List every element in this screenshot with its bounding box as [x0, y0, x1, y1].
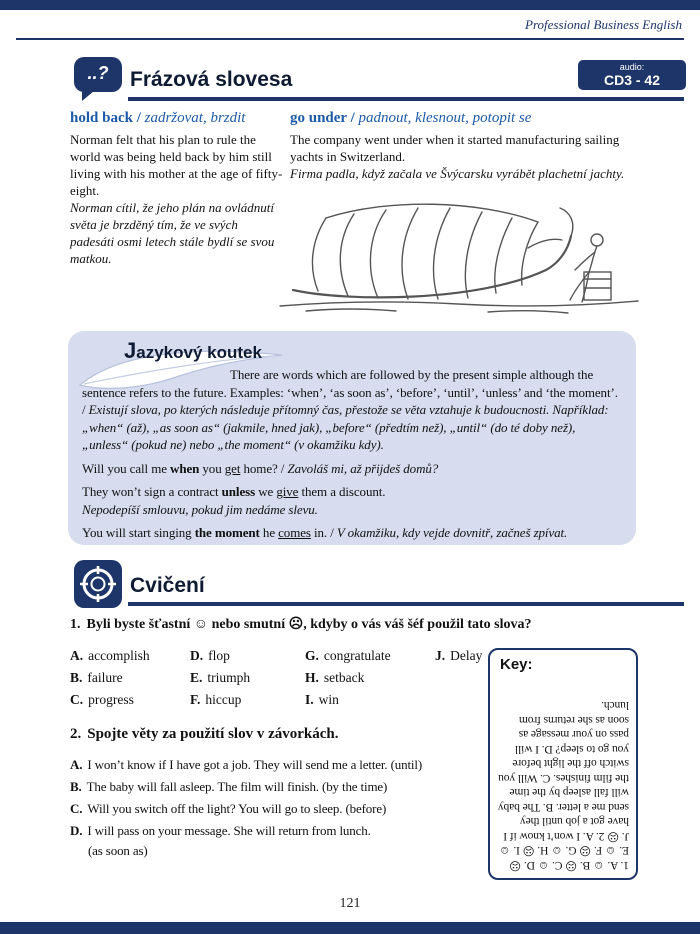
exercise2-item: [70, 798, 490, 820]
item-letter: B.: [70, 779, 82, 794]
item-text: The baby will fall asleep. The film will finish. (by the time): [86, 779, 388, 794]
example-english: The company went under when it started manufacturing sailing yachts in Switzerland.: [290, 132, 620, 164]
example-text: You will start singing: [82, 525, 195, 540]
entry-go-under: [290, 108, 640, 182]
word-item: [190, 692, 305, 714]
headword-line: [290, 108, 640, 128]
word-text: Delay: [450, 648, 483, 663]
intro-english: There are words which are followed by the present simple although the sentence refers to the future. Examples: ‘when’, ‘as soon as’, ‘before’, ‘until’, ‘unless’ and ‘the moment’. /: [82, 367, 618, 417]
headword-line: [70, 108, 284, 128]
exercise2-heading: [70, 726, 338, 743]
audio-badge-track: CD3 - 42: [603, 72, 661, 88]
example-underlined: give: [276, 484, 299, 499]
word-letter: B.: [70, 670, 83, 685]
running-header: Professional Business English: [525, 17, 682, 32]
word-text: win: [318, 692, 339, 707]
word-letter: D.: [190, 648, 204, 663]
word-item: [435, 648, 482, 670]
bottom-border-bar: [0, 922, 700, 934]
exercise2-number: 2.: [70, 726, 82, 742]
exercise2-prompt: Spojte věty za použití slov v závorkách.: [87, 726, 339, 742]
word-text: congratulate: [323, 648, 391, 663]
speech-bubble-icon: [74, 57, 122, 92]
headword-translation: zadržovat, brzdit: [144, 110, 246, 126]
corner-example-2: [82, 483, 624, 518]
headword: hold back: [70, 110, 133, 126]
word-item: [190, 670, 305, 692]
example-czech: V okamžiku, kdy vejde dovnitř, začneš zpívat.: [336, 525, 568, 540]
example-english: Norman felt that his plan to rule the world was being held back by him still living with his mother at the age of fifty-eight.: [70, 132, 283, 198]
word-text: failure: [87, 670, 123, 685]
word-item: [190, 648, 305, 670]
word-item: [305, 692, 435, 714]
example-text: you: [199, 460, 225, 476]
exercise1-word-grid: [70, 648, 482, 714]
answer-key-text-rotated: 1. A. ☺ B. ☹ C. ☺ D. ☹ E. ☺ F. ☹ G. ☺ H. ☹ I. ☺ J. ☹ 2. A. I won’t know if I have got a job until they send me a letter. B. The baby will fall asleep by the time the film finishes. C. Will you switch off the light before you go to sleep? D. I will pass on your message as soon as she returns from lunch.: [497, 699, 629, 871]
exercise1-prompt: , kdyby o vás váš šéf použil tato slova?: [303, 617, 532, 632]
word-item: [70, 670, 190, 692]
compass-icon: [74, 560, 122, 608]
item-text: I won’t know if I have got a job. They will send me a letter. (until): [87, 757, 423, 772]
happy-face-icon: ☺: [193, 617, 209, 632]
word-letter: F.: [190, 692, 201, 707]
word-letter: J.: [435, 648, 446, 663]
word-item: [70, 648, 190, 670]
section-rule: [128, 602, 684, 606]
sad-face-icon: ☹: [288, 617, 304, 632]
top-border-bar: [0, 0, 700, 10]
section-title-phrasal-verbs: Frázová slovesa: [130, 68, 293, 91]
example-keyword: when: [170, 460, 200, 476]
page-number: 121: [339, 896, 361, 911]
word-item: [305, 648, 435, 670]
exercise2-items: [70, 754, 490, 860]
headword: go under: [290, 110, 347, 126]
audio-badge: [578, 60, 686, 90]
word-letter: H.: [305, 670, 319, 685]
corner-example-3: [82, 524, 624, 542]
example-text: he: [259, 525, 279, 540]
shipwreck-illustration: [278, 178, 640, 324]
exercise2-item-continuation: (as soon as): [88, 843, 148, 858]
entry-hold-back: [70, 108, 284, 267]
word-letter: G.: [305, 648, 319, 663]
headword-separator: /: [346, 110, 359, 126]
example-text: home? /: [240, 460, 288, 476]
title-initial: J: [124, 338, 137, 363]
speech-bubble-text: ..?: [87, 63, 109, 83]
language-corner-box: [68, 331, 636, 545]
example-czech: Norman cítil, že jeho plán na ovládnutí světa je brzděný tím, že ve svých padesáti osmi letech stále bydlí se svou matkou.: [70, 200, 275, 266]
corner-paragraph-intro: [82, 366, 624, 454]
example-text: we: [255, 484, 277, 499]
example-keyword: unless: [221, 484, 256, 499]
exercise1-prompt: Byli byste šťastní: [86, 617, 194, 632]
exercise1-number: 1.: [70, 617, 81, 632]
headword-translation: padnout, klesnout, potopit se: [358, 110, 532, 126]
example-text: Will you call me: [82, 460, 171, 476]
audio-badge-label: audio:: [619, 62, 645, 72]
intro-czech: Existují slova, po kterých následuje přítomný čas, přestože se věta vztahuje k budoucnosti. Například: „when“ (až), „as soon as“ (jakmile, hned jak), „before“ (předtím než), „until“ (do té doby než), „unless“ (pokud ne) nebo „the moment“ (v okamžiku kdy).: [82, 402, 609, 452]
word-text: accomplish: [88, 648, 150, 663]
word-letter: A.: [70, 648, 84, 663]
section-rule: [128, 97, 684, 101]
language-corner-title: [124, 338, 636, 364]
word-letter: C.: [70, 692, 84, 707]
example-czech: Firma padla, když začala ve Švýcarsku vyrábět plachetní jachty.: [290, 166, 625, 181]
item-letter: C.: [70, 801, 83, 816]
word-text: hiccup: [205, 692, 242, 707]
example-text: They won’t sign a contract: [82, 484, 222, 499]
exercise2-item: [70, 754, 490, 776]
exercise1-heading: [70, 616, 645, 633]
item-letter: D.: [70, 823, 83, 838]
item-text: I will pass on your message. She will return from lunch.: [87, 823, 371, 838]
answer-key-label: Key:: [500, 656, 533, 673]
example-underlined: get: [224, 460, 241, 476]
word-item: [70, 692, 190, 714]
word-text: progress: [88, 692, 134, 707]
word-letter: I.: [305, 692, 314, 707]
corner-example-1: [82, 460, 624, 478]
header-rule: [16, 38, 684, 40]
example-text: in. /: [310, 525, 337, 540]
item-letter: A.: [70, 757, 83, 772]
example-keyword: the moment: [194, 525, 260, 540]
word-text: triumph: [207, 670, 251, 685]
exercise2-item: [70, 820, 490, 842]
example-czech: Nepodepíší smlouvu, pokud jim nedáme slevu.: [82, 501, 318, 517]
word-text: flop: [208, 648, 230, 663]
word-text: setback: [323, 670, 365, 685]
word-letter: E.: [190, 670, 203, 685]
headword-separator: /: [132, 110, 145, 126]
example-czech: Zavoláš mi, až přijdeš domů?: [287, 460, 439, 476]
answer-key-box: [488, 648, 638, 880]
example-underlined: comes: [278, 525, 311, 540]
word-item: [305, 670, 435, 692]
title-rest: azykový koutek: [136, 343, 262, 362]
exercise2-item: [70, 776, 490, 798]
section-title-exercises: Cvičení: [130, 574, 205, 597]
example-text: them a discount.: [298, 484, 386, 499]
exercise1-prompt: nebo smutní: [208, 617, 289, 632]
item-text: Will you switch off the light? You will go to sleep. (before): [87, 801, 387, 816]
